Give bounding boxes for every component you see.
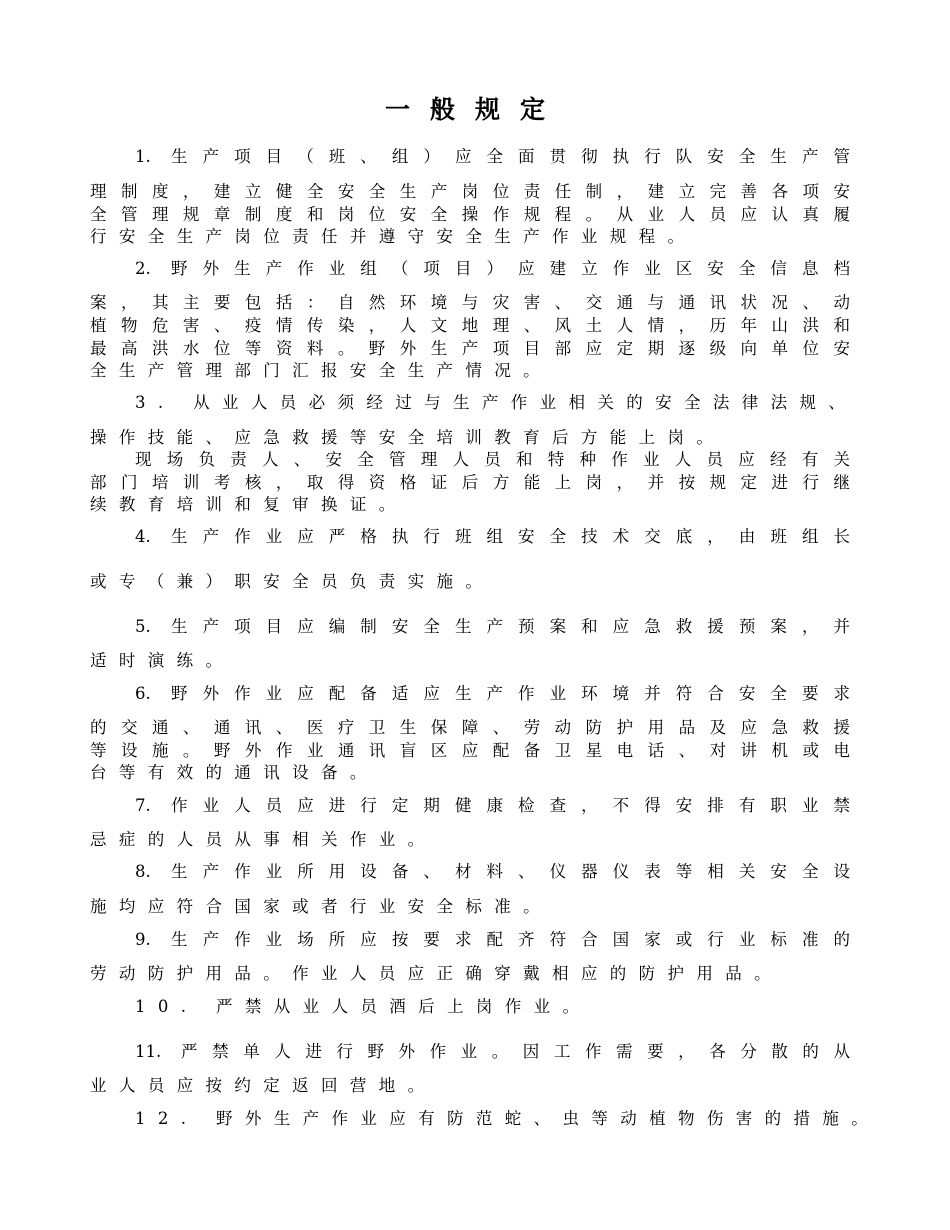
text-line: 部门培训考核，取得资格证后方能上岗，并按规定进行继: [90, 473, 850, 492]
text-line: 3. 从业人员必须经过与生产作业相关的安全法律法规、: [135, 393, 858, 412]
text-line: 劳动防护用品。作业人员应正确穿戴相应的防护用品。: [90, 964, 783, 983]
text-line: 11. 严禁单人进行野外作业。因工作需要，各分散的从: [135, 1042, 850, 1061]
text-line: 7. 作业人员应进行定期健康检查，不得安排有职业禁: [135, 796, 850, 815]
text-line: 6. 野外作业应配备适应生产作业环境并符合安全要求: [135, 684, 850, 703]
text-line: 最高洪水位等资料。野外生产项目部应定期逐级向单位安: [90, 339, 850, 358]
text-line: 等设施。野外作业通讯盲区应配备卫星电话、对讲机或电: [90, 741, 850, 760]
text-line: 业人员应按约定返回营地。: [90, 1076, 437, 1095]
text-line: 行安全生产岗位责任并遵守安全生产作业规程。: [90, 227, 697, 246]
text-line: 全管理规章制度和岗位安全操作规程。从业人员应认真履: [90, 205, 850, 224]
text-line: 忌症的人员从事相关作业。: [90, 830, 437, 849]
text-line: 植物危害、疫情传染，人文地理、风土人情，历年山洪和: [90, 316, 850, 335]
text-line: 2. 野外生产作业组（项目）应建立作业区安全信息档: [135, 259, 850, 278]
text-line: 全生产管理部门汇报安全生产情况。: [90, 361, 552, 380]
text-line: 的交通、通讯、医疗卫生保障、劳动防护用品及应急救援: [90, 718, 850, 737]
text-line: 12. 野外生产作业应有防范蛇、虫等动植物伤害的措施。: [135, 1109, 881, 1128]
text-line: 10. 严禁从业人员酒后上岗作业。: [135, 997, 592, 1016]
text-line: 适时演练。: [90, 651, 235, 670]
page-title: 一般规定: [384, 95, 565, 124]
text-line: 理制度，建立健全安全生产岗位责任制，建立完善各项安: [90, 182, 850, 201]
text-line: 1. 生产项目（班、组）应全面贯彻执行队安全生产管: [135, 147, 850, 166]
text-line: 5. 生产项目应编制安全生产预案和应急救援预案，并: [135, 617, 850, 636]
text-line: 续教育培训和复审换证。: [90, 495, 408, 514]
text-line: 施均应符合国家或者行业安全标准。: [90, 897, 552, 916]
text-line: 9. 生产作业场所应按要求配齐符合国家或行业标准的: [135, 930, 850, 949]
text-line: 现场负责人、安全管理人员和特种作业人员应经有关: [135, 450, 850, 469]
text-line: 8. 生产作业所用设备、材料、仪器仪表等相关安全设: [135, 862, 850, 881]
text-line: 操作技能、应急救援等安全培训教育后方能上岗。: [90, 428, 726, 447]
text-line: 4. 生产作业应严格执行班组安全技术交底，由班组长: [135, 527, 850, 546]
text-line: 台等有效的通讯设备。: [90, 763, 379, 782]
text-line: 或专（兼）职安全员负责实施。: [90, 572, 495, 591]
text-line: 案，其主要包括：自然环境与灾害、交通与通讯状况、动: [90, 293, 850, 312]
